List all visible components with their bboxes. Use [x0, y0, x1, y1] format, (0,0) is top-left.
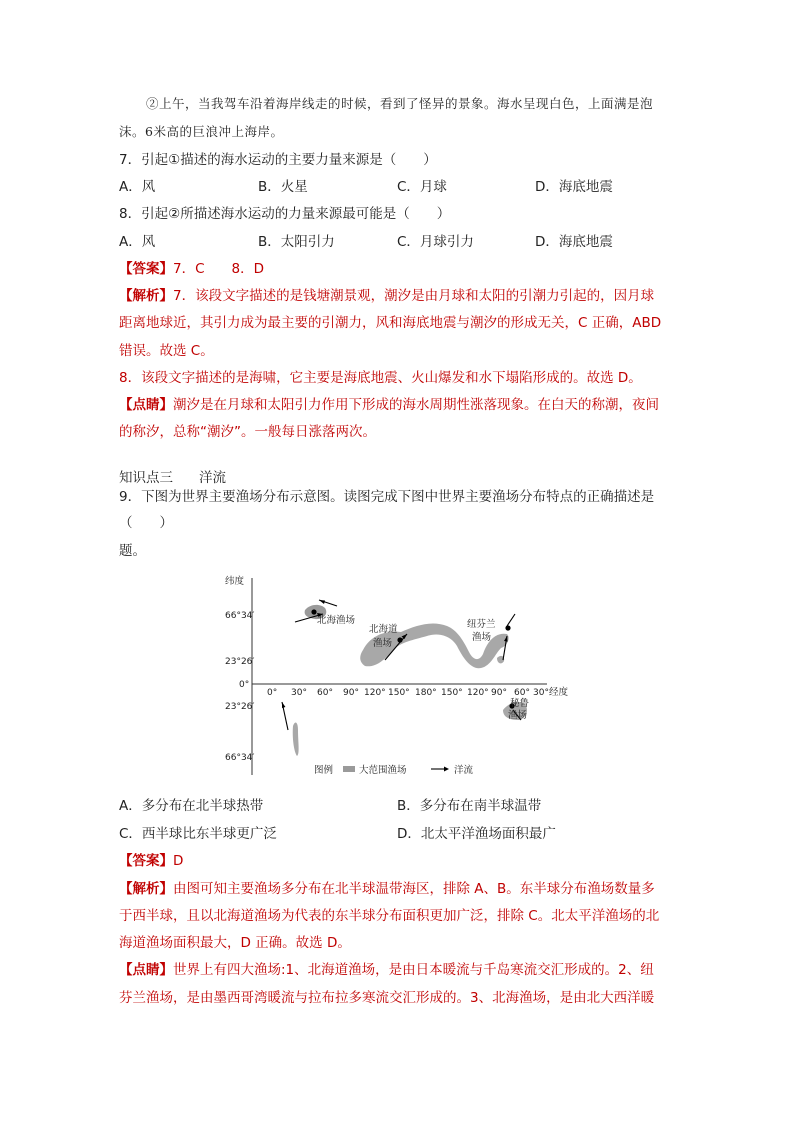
analysis-label: 【解析】: [119, 288, 173, 304]
lon-tick: 60°: [514, 688, 530, 698]
world-fisheries-map: [225, 570, 570, 782]
current-arrowhead: [282, 702, 285, 708]
tip-line: 的称汐，总称“潮汐”。一般每日涨落两次。: [119, 424, 376, 440]
answer-block: [119, 259, 264, 279]
section-title: 洋流: [199, 470, 226, 486]
q9-option-c: C．西半球比东半球更广泛: [119, 826, 277, 842]
q8-option-b: B．太阳引力: [258, 234, 335, 250]
fishery-dot: [311, 609, 316, 614]
legend-fishery-label: 大范围渔场: [359, 765, 407, 776]
analysis-line: 海道渔场面积最大，D 正确。故选 D。: [119, 935, 351, 951]
lon-tick: 120°: [364, 688, 386, 698]
q8-option-d: D．海底地震: [535, 234, 613, 250]
analysis-line: 距离地球近，其引力成为最主要的引潮力，风和海底地震与潮汐的形成无关，C 正确，ABD: [119, 315, 662, 331]
lon-tick: 30°: [291, 688, 307, 698]
y-axis-title: 纬度: [225, 576, 245, 587]
lat-tick: 23°26′: [225, 657, 255, 667]
q9-option-a: A．多分布在北半球热带: [119, 798, 264, 814]
legend-current-arrowhead: [444, 767, 449, 772]
analysis-line: 8．该段文字描述的是海啸，它主要是海底地震、火山爆发和水下塌陷形成的。故选 D。: [119, 370, 642, 386]
tip-label: 【点睛】: [119, 397, 173, 413]
passage-line: 沫。6米高的巨浪冲上海岸。: [119, 124, 284, 139]
peru-fishery-label: 秘鲁: [510, 698, 530, 709]
q7-option-a: A．风: [119, 179, 156, 195]
answer-text: D: [173, 853, 184, 869]
q7-option-d: D．海底地震: [535, 179, 613, 195]
section-heading: [119, 468, 226, 488]
legend-title: 图例: [314, 765, 334, 776]
q9-option-d: D．北太平洋渔场面积最广: [397, 826, 556, 842]
lon-tick: 90°: [491, 688, 507, 698]
newfoundland-fishery-label: 渔场: [472, 632, 492, 643]
legend-current-label: 洋流: [454, 765, 474, 776]
question-8-stem: 8．引起②所描述海水运动的力量来源最可能是（ ）: [119, 206, 451, 222]
legend-fishery-swatch: [343, 766, 355, 772]
lon-tick: 30°: [533, 688, 549, 698]
current-arrowhead: [319, 600, 325, 604]
lon-tick: 120°: [467, 688, 489, 698]
analysis-label: 【解析】: [119, 881, 173, 897]
lon-tick: 90°: [343, 688, 359, 698]
section-label: 知识点三: [119, 470, 173, 486]
answer-block: [119, 851, 183, 871]
analysis-block: [119, 286, 654, 306]
q9-option-b: B．多分布在南半球温带: [397, 798, 542, 814]
answer-label: 【答案】: [119, 853, 173, 869]
answer-text: 7．C 8．D: [173, 261, 264, 277]
lat-tick: 0°: [239, 680, 250, 690]
current-arrow: [507, 614, 515, 626]
lat-tick: 23°26′: [225, 702, 255, 712]
analysis-line: 错误。故选 C。: [119, 343, 214, 359]
tip-line: 潮汐是在月球和太阳引力作用下形成的海水周期性涨落现象。在白天的称潮，夜间: [173, 397, 659, 413]
lat-tick: 66°34′: [225, 611, 255, 621]
question-9-stem: 9．下图为世界主要渔场分布示意图。读图完成下图中世界主要渔场分布特点的正确描述是: [119, 489, 655, 505]
analysis-block: [119, 879, 655, 899]
newfoundland-fishery-label: 纽芬兰: [467, 619, 496, 630]
fishery-dot: [505, 625, 510, 630]
q8-option-a: A．风: [119, 234, 156, 250]
hokkaido-fishery-label: 渔场: [373, 638, 393, 649]
analysis-line: 于西半球，且以北海道渔场为代表的东半球分布面积更加广泛，排除 C。北太平洋渔场的北: [119, 908, 660, 924]
question-9-stem: （ ）: [119, 515, 173, 531]
passage-line: ②上午，当我驾车沿着海岸线走的时候，看到了怪异的景象。海水呈现白色，上面满是泡: [146, 96, 654, 111]
peru-fishery-label: 渔场: [508, 710, 528, 721]
lon-tick: 60°: [317, 688, 333, 698]
tip-line: 芬兰渔场，是由墨西哥湾暖流与拉布拉多寒流交汇形成的。3、北海渔场，是由北大西洋暖: [119, 990, 655, 1006]
analysis-line: 由图可知主要渔场多分布在北半球温带海区，排除 A、B。东半球分布渔场数量多: [173, 881, 655, 897]
lon-tick: 0°: [267, 688, 278, 698]
answer-label: 【答案】: [119, 261, 173, 277]
question-9-stem: 题。: [119, 543, 146, 559]
lon-tick: 150°: [388, 688, 410, 698]
lat-tick: 66°34′: [225, 753, 255, 763]
q7-option-c: C．月球: [397, 179, 447, 195]
tip-line: 世界上有四大渔场:1、北海道渔场，是由日本暖流与千岛寒流交汇形成的。2、纽: [173, 962, 654, 978]
lon-tick: 180°: [415, 688, 437, 698]
tip-block: [119, 960, 654, 980]
question-7-stem: 7．引起①描述的海水运动的主要力量来源是（ ）: [119, 152, 437, 168]
north-sea-fishery-label: 北海渔场: [317, 615, 356, 626]
hokkaido-fishery-label: 北海道: [369, 624, 398, 635]
south-atlantic-fishery-area: [293, 723, 299, 756]
q8-option-c: C．月球引力: [397, 234, 474, 250]
x-axis-title: 经度: [549, 687, 569, 698]
lon-tick: 150°: [441, 688, 463, 698]
tip-label: 【点睛】: [119, 962, 173, 978]
q7-option-b: B．火星: [258, 179, 308, 195]
analysis-line: 7．该段文字描述的是钱塘潮景观，潮汐是由月球和太阳的引潮力引起的，因月球: [173, 288, 655, 304]
tip-block: [119, 395, 659, 415]
